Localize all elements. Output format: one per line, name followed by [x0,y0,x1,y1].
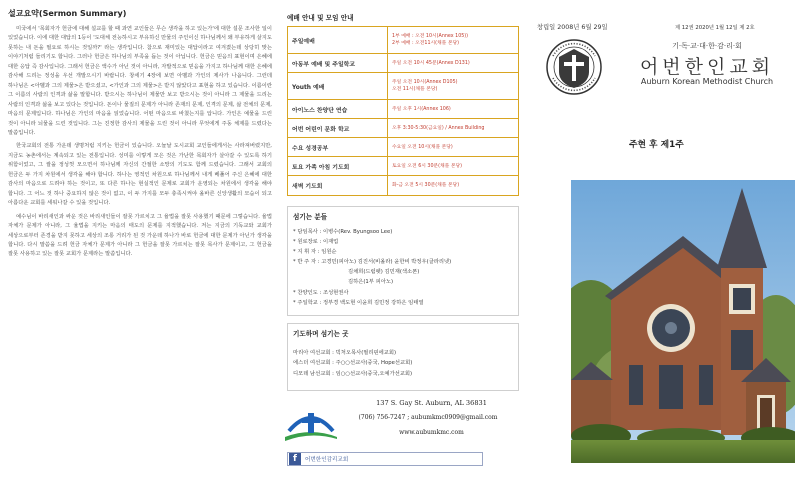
schedule-event-name: 아동부 예배 및 주일학교 [288,54,388,72]
schedule-event-time [388,27,518,53]
schedule-event-time [388,119,518,137]
bulletin-cover [535,0,800,485]
church-cross-logo-icon [281,401,341,443]
staff-line: 김하은(1부 피아노) [348,279,394,286]
prayer-list [293,348,513,379]
staff-line: * 지 휘 자 : 임원순 [293,249,337,256]
sermon-title: 설교요약(Sermon Summary) [8,9,127,18]
schedule-time-line: 주일 오전 10시 45분(Annex D131) [392,60,470,66]
church-website-link[interactable]: www.aubumkmc.com [399,429,464,436]
schedule-row [288,176,518,195]
schedule-time-line: 주일 오전 10시(Annex D105) [392,80,458,85]
church-name-english: Auburn Korean Methodist Church [640,77,774,86]
facebook-page-name: 어번한인감리교회 [305,457,349,463]
schedule-row [288,100,518,119]
church-address: 137 S. Gay St. Auburn, AL 36831 [376,399,487,407]
church-name-korean: 어번한인교회 [639,56,775,78]
info-column [287,12,519,478]
prayer-line: 디모데 남선교회 : 임○○선교사(중국,오예가선교회) [293,370,413,377]
facebook-icon: f [289,453,301,465]
schedule-event-time [388,157,518,175]
schedule-event-name: Youth 예배 [288,73,388,99]
sermon-paragraph: 미국에서 '목회자가 헌금에 대해 설교를 할 때 과연 교인들은 무슨 생각을 하고 있는가'에 대한 설문 조사한 일이 있었습니다. 이에 대한 대답의 1등이 '도대체 전능하시고 부유하신 만물의 주인이신 하나님께서 왜 부유하게 살지도 못하는 내 돈을 필요로 하시는 것일까?' 라는 생각입니다. 참으로 재미있는 대답이라고 여겨졌는데 상당히 맞는 이야기처럼 들리기도 합니다. 그러나 헌금은 하나님의 부족을 돕는 것이 아닙니다. 헌금은 믿음의 표현이며 은혜에 대한 응답 즉 감사입니다. 그래서 헌금은 액수가 아닌 것이 아니라, 자발적으로 믿음을 가지고 하나님께 대한 은혜에 감사해 드리는 정성을 우선 개발으시기 바랍니다. 창세기 4장에 보면 아벨과 가인의 제사가 나옵니다. 그런데 하나님은 <아벨과 그의 제물>은 받으셨고, <가인과 그의 제물>은 받지 않았다고 표현을 하고 있습니다. 이름이란 그 이름의 사람의 인격과 삶을 말합니다. 받으시는 하나님이 제물만 보고 받으시는 것이 아니라 그 제물을 드리는 사람의 인격과 삶을 보고 있다는 것입니다. 돈이나 물질의 문제가 아니라 존재의 문제, 인격의 문제, 삶 전체의 문제, 마음의 문제입니다. 하나님은 가인의 마음을 읽었습니다. 어떤 마음으로 바쳤는지를 압니다. 가인은 예물을 드린 것이 아니라 뇌물을 드린 것입니다. 그는 진정한 감사의 제물을 드린 것이 아니라 무엇에게 주동 체제를 드렸다는 말씀입니다. [8,26,272,136]
schedule-title: 예배 안내 및 모임 안내 [287,14,354,22]
schedule-event-name: 수요 성경공부 [288,138,388,156]
schedule-time-line: 오후 3:30-5:30(금요일) / Annex Building [392,125,485,131]
schedule-event-time [388,138,518,156]
staff-list [293,227,513,308]
methodist-emblem-icon [545,38,603,96]
founded-date: 창립일 2008년 6월 29일 [537,24,608,31]
facebook-link[interactable] [287,452,483,466]
staff-line: * 담임목사 : 이병수(Rev. Byungsoo Lee) [293,229,393,235]
sermon-summary [8,8,272,478]
schedule-event-name: 토요 가족 아침 기도회 [288,157,388,175]
staff-line: * 원로장로 : 이재업 [293,239,339,246]
schedule-row [288,27,518,54]
schedule-event-name: 어번 어린이 문화 학교 [288,119,388,137]
schedule-row [288,73,518,100]
schedule-table [287,26,519,196]
staff-line: * 찬양인도 : 조성현권사 [293,289,349,296]
church-phone-email: (706) 756-7247 ; aubumkmc0909@gmail.com [358,414,498,421]
schedule-time-line: 1부 예배 : 오전 10시(Annex 105)) [392,34,469,39]
sermon-paragraph: 한국교회의 전통 가운데 생명처럼 지키는 헌금이 있습니다. 오늘날 도시교회 교인들에게서는 사라져버렸지만, 지금도 농촌에서는 계속되고 있는 전통입니다. 성미를 이렇게 모은 것은 가난한 목회자가 살아갈 수 있도록 하기 위함이었고, 그 쌀을 정성껏 모으면서 하나님께 자신의 간절한 소망의 기도도 함께 드렸습니다. 그래서 교회의 헌금은 두 가지 차원에서 생각을 해야 합니다. 하나는 영적인 차원으로 하나님께서 내게 베풀어 주신 은혜에 대한 감사의 마음으로 드려야 하는 것이고, 또 다른 하나는 현실적인 문제로 교회가 운영되는 차원에서 생각을 해야 합니다. 그 어느 것 하나 중요하지 않은 것이 없고, 이 두 가지를 모두 충족시켜야 올바른 신앙생활의 모습이 되고 아름다운 교회를 세워나갈 수 있을 것입니다. [8,143,272,207]
schedule-event-name: 주일예배 [288,27,388,53]
staff-line: * 반 주 자 : 고경민(피아노) 김진서(비올라) 윤한비 박정우(클라리넷) [293,259,452,266]
sermon-paragraph: 예수님이 바리새인과 싸운 것은 바리새인들이 잘못 가르치고 그 율법을 잘못 사용했기 때문에 그렇습니다. 율법 자체가 문제가 아니라, 그 율법을 지키는 마음의 태도의 문제를 지적했습니다. 저는 지금의 기독교와 교회가 세상으로부터 존경을 받지 못하고 세상의 조롱 거리가 된 것 가운데 하나가 바로 헌금에 대한 문제가 아닌가 생각을 합니다. 다시 말씀을 드려 헌금 자체가 문제가 아니라 그 헌금을 잘못 가르치는 잘못 목사가 문제이고, 그 헌금을 잘못 사용하고 있는 잘못 교회가 문제라는 말씀입니다. [8,213,272,258]
schedule-event-time [388,100,518,118]
contact-block [287,397,519,455]
prayer-line: 마리아 여선교회 : 빅처오목사(필리핀에교회) [293,350,397,356]
denomination: 기·독·교·대·한·감·리·회 [672,42,742,50]
schedule-row [288,157,518,176]
staff-section [287,206,519,316]
schedule-time-line: 오전 11시(채플 본당) [392,87,438,92]
schedule-event-time [388,54,518,72]
schedule-time-line: 화-금 오전 5시 30분(채플 본당) [392,183,460,188]
schedule-time-line: 주일 오후 1시(Annex 106) [392,106,451,112]
staff-line: * 주일학교 : 정부경 백도현 이윤희 김민정 강하은 임태열 [293,299,424,306]
prayer-section [287,323,519,391]
schedule-event-name: 새벽 기도회 [288,176,388,195]
schedule-row [288,119,518,138]
schedule-time-line: 토요일 오전 6시 30분(채플 본당) [392,163,462,169]
schedule-event-time [388,73,518,99]
schedule-time-line: 2부 예배 : 오전11시(채플 본당) [392,41,459,46]
prayer-title: 기도하며 섬기는 곳 [293,330,349,338]
schedule-row [288,138,518,157]
prayer-line: 에스더 여선교회 : 주○○선교사(중국, Hope선교회) [293,360,413,367]
staff-line: 김채희(드럼펫) 김민재(색소폰) [348,269,420,276]
issue-info: 제 12권 2020년 1월 12일 제 2호 [675,25,755,31]
liturgical-week: 주현 후 제1주 [629,140,684,150]
schedule-row [288,54,518,73]
staff-title: 섬기는 분들 [293,213,328,221]
schedule-time-line: 수요일 오전 10시(채플 본당) [392,144,453,150]
church-building-photo [571,180,795,463]
schedule-event-name: 아이노스 찬양단 연습 [288,100,388,118]
schedule-event-time [388,176,518,195]
